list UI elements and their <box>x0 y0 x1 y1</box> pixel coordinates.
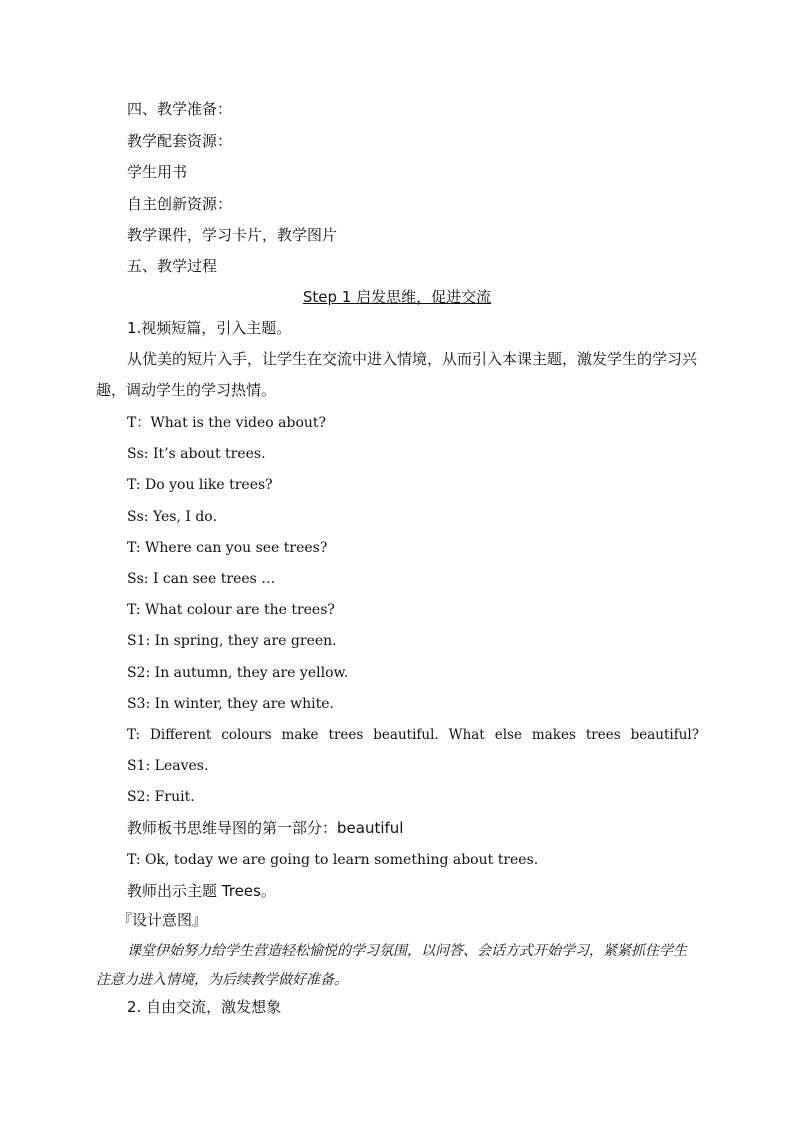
step1-title: Step 1 启发思维，促进交流 <box>302 288 492 306</box>
dialogue-line: T: What colour are the trees? <box>127 602 335 618</box>
teacher-line: T: Ok, today we are going to learn something about trees. <box>127 852 539 868</box>
dialogue-line: T: Where can you see trees? <box>127 540 328 556</box>
dialogue-line: Ss: It’s about trees. <box>127 446 266 462</box>
item1-title: 1.视频短篇，引入主题。 <box>127 319 292 337</box>
dialogue-line: Ss: I can see trees … <box>127 571 276 587</box>
item2-title: 2. 自由交流，激发想象 <box>127 998 282 1016</box>
custom-resources-label: 自主创新资源： <box>127 195 233 213</box>
board-note: 教师板书思维导图的第一部分：beautiful <box>127 819 404 837</box>
resources-label: 教学配套资源： <box>127 132 233 150</box>
dialogue-line: Ss: Yes, I do. <box>127 509 217 525</box>
item1-description: 从优美的短片入手，让学生在交流中进入情境，从而引入本课主题，激发学生的学习兴趣，调动学生的学习热情。 <box>96 350 698 399</box>
topic-note: 教师出示主题 Trees。 <box>127 882 276 900</box>
dialogue-line: S3: In winter, they are white. <box>127 696 335 712</box>
custom-resources-value: 教学课件，学习卡片，教学图片 <box>127 226 338 244</box>
dialogue-line: S1: Leaves. <box>127 758 209 774</box>
dialogue-line: S2: Fruit. <box>127 789 195 805</box>
section4-heading: 四、教学准备： <box>127 100 233 118</box>
dialogue-line: S1: In spring, they are green. <box>127 633 337 649</box>
section5-heading: 五、教学过程 <box>127 257 218 275</box>
dialogue-line: T：What is the video about? <box>127 415 327 431</box>
design-intent-text: 课堂伊始努力给学生营造轻松愉悦的学习氛围，以问答、会话方式开始学习，紧紧抓住学生注意力进入情境，为后续教学做好准备。 <box>96 943 687 988</box>
design-intent-title: 『设计意图』 <box>117 911 208 929</box>
resources-value: 学生用书 <box>127 163 188 181</box>
dialogue-line: S2: In autumn, they are yellow. <box>127 665 349 681</box>
dialogue-line: T: Different colours make trees beautiful. What else makes trees beautiful? <box>127 727 699 743</box>
dialogue-line: T: Do you like trees? <box>127 477 273 493</box>
